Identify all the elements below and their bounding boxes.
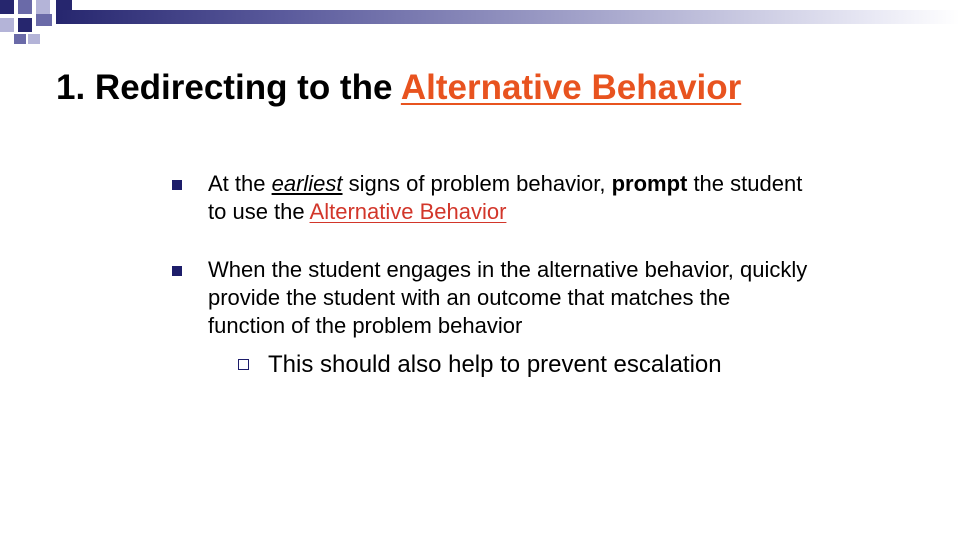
decor-square [36, 0, 50, 14]
bullet-text-part: At the [208, 171, 272, 196]
bullet-emphasis: earliest [271, 171, 343, 196]
decor-square [18, 0, 32, 14]
bullet-list [172, 170, 812, 410]
decor-square [0, 0, 14, 14]
square-bullet-icon [172, 266, 182, 276]
slide-title [56, 68, 741, 108]
alternative-behavior-link[interactable]: Alternative Behavior [309, 199, 507, 224]
hollow-square-bullet-icon [238, 359, 249, 370]
bullet-text: When the student engages in the alternative behavior, quickly provide the student with an outcome that matches the function of the problem behavior [208, 257, 808, 338]
decor-square [28, 34, 40, 44]
decor-square [0, 18, 14, 32]
title-prefix: 1. Redirecting to the [56, 68, 401, 107]
bullet-item [172, 170, 812, 226]
decor-square [18, 18, 32, 32]
square-bullet-icon [172, 180, 182, 190]
header-gradient-bar [56, 10, 960, 24]
bullet-item [172, 256, 812, 380]
bullet-text-part: the student to use the [208, 171, 803, 224]
bullet-text-part: signs of problem behavior, [342, 171, 612, 196]
decor-square [14, 34, 26, 44]
sub-bullet-text: This should also help to prevent escalation [268, 351, 722, 378]
decor-square [56, 0, 72, 10]
bullet-bold: prompt [611, 171, 688, 196]
sub-bullet-item [238, 350, 842, 380]
title-accent: Alternative Behavior [400, 68, 742, 107]
decor-square [36, 14, 52, 26]
